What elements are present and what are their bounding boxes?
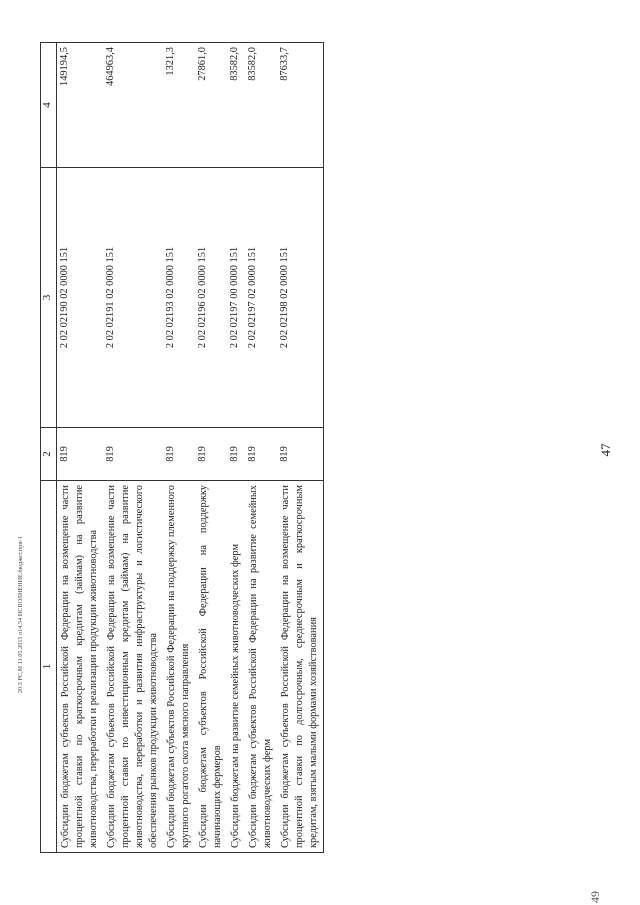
- row-budget-code: 2 02 02190 02 0000 151: [57, 168, 104, 428]
- row-description: Субсидии бюджетам субъектов Российской Федерации на развитие семейных животноводческих ферм: [245, 481, 277, 853]
- column-header: 4: [41, 43, 57, 168]
- table-row: [227, 43, 245, 853]
- row-amount: 1321,3: [163, 43, 195, 168]
- row-description: Субсидии бюджетам субъектов Российской Федерации на возмещение части процентной ставки по инвестиционным кредитам (займам) на развитие животноводства, переработки и развития инфраструктуры и логистического обеспечения рынков продукции животноводства: [103, 481, 163, 853]
- row-amount: 149194,5: [57, 43, 104, 168]
- column-header: 1: [41, 481, 57, 853]
- column-header: 3: [41, 168, 57, 428]
- row-description: Субсидии бюджетам на развитие семейных животноводческих ферм: [227, 481, 245, 853]
- row-description: Субсидии бюджетам субъектов Российской Федерации на поддержку начинающих фермеров: [195, 481, 227, 853]
- row-budget-code: 2 02 02191 02 0000 151: [103, 168, 163, 428]
- row-admin-code: 819: [277, 428, 324, 481]
- row-amount: 27861,0: [195, 43, 227, 168]
- row-budget-code: 2 02 02198 02 0000 151: [277, 168, 324, 428]
- row-amount: 83582,0: [245, 43, 277, 168]
- budget-table: [40, 42, 324, 853]
- row-description: Субсидии бюджетам субъектов Российской Федерации на возмещение части процентной ставки по долгосрочным, среднесрочным и краткосрочным кредитам, взятым малыми формами хозяйствования: [277, 481, 324, 853]
- row-budget-code: 2 02 02197 00 0000 151: [227, 168, 245, 428]
- row-description: Субсидии бюджетам субъектов Российской Федерации на поддержку племенного крупного рогатого скота мясного направления: [163, 481, 195, 853]
- row-budget-code: 2 02 02196 02 0000 151: [195, 168, 227, 428]
- table-row: [103, 43, 163, 853]
- document-stamp: 20.3 РС,М 11.05.2015 о14.54 ИСПОЛНЕНИЕ.бюджет.при-1: [18, 536, 24, 693]
- column-header: 2: [41, 428, 57, 481]
- row-amount: 464963,4: [103, 43, 163, 168]
- table-row: [163, 43, 195, 853]
- row-admin-code: 819: [245, 428, 277, 481]
- row-admin-code: 819: [227, 428, 245, 481]
- row-amount: 87633,7: [277, 43, 324, 168]
- page-number: 47: [598, 443, 613, 457]
- row-budget-code: 2 02 02193 02 0000 151: [163, 168, 195, 428]
- table-header-row: [41, 43, 57, 853]
- table-row: [245, 43, 277, 853]
- table-row: [277, 43, 324, 853]
- row-admin-code: 819: [57, 428, 104, 481]
- row-admin-code: 819: [163, 428, 195, 481]
- table-row: [57, 43, 104, 853]
- row-budget-code: 2 02 02197 02 0000 151: [245, 168, 277, 428]
- row-description: Субсидии бюджетам субъектов Российской Федерации на возмещение части процентной ставки по краткосрочным кредитам (займам) на развитие животноводства, переработки и реализации продукции животноводства: [57, 481, 104, 853]
- row-amount: 83582,0: [227, 43, 245, 168]
- footer-page-number: 49: [588, 891, 602, 903]
- row-admin-code: 819: [103, 428, 163, 481]
- row-admin-code: 819: [195, 428, 227, 481]
- table-row: [195, 43, 227, 853]
